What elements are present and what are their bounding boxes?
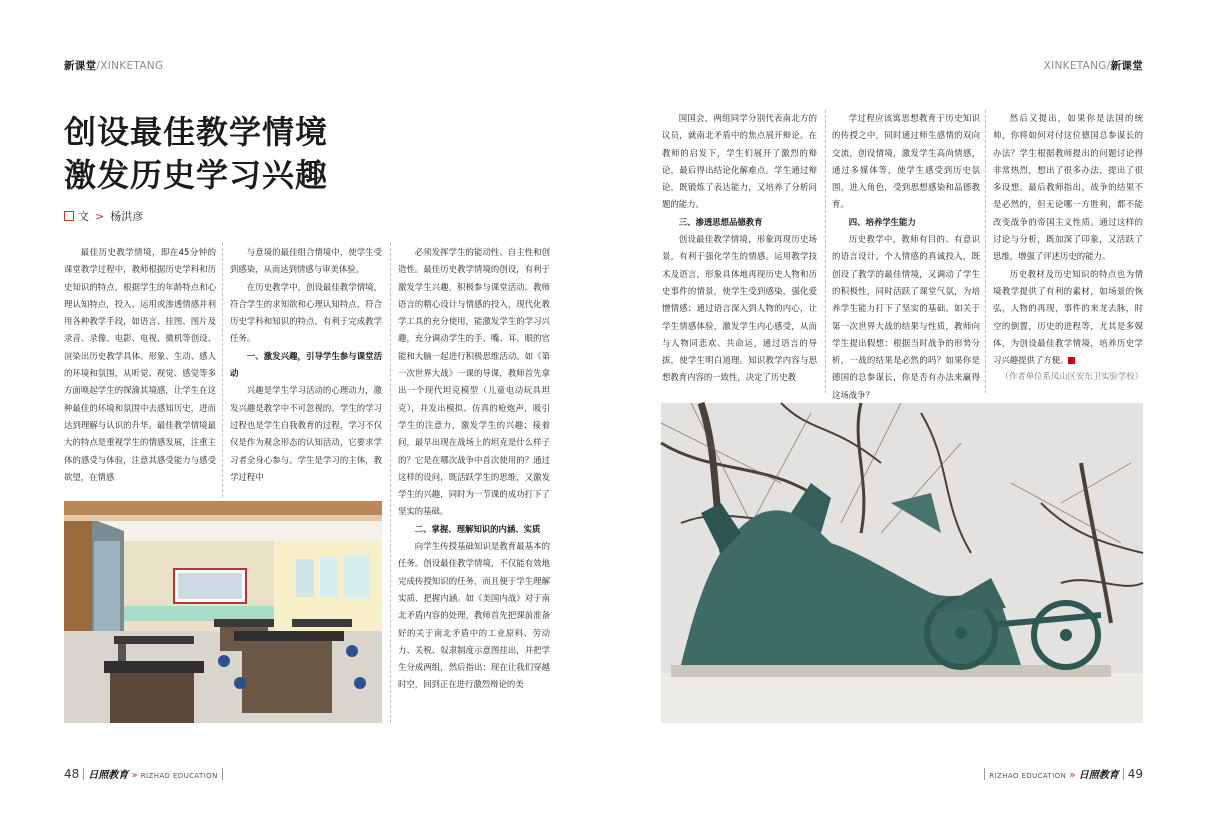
footer-left xyxy=(64,766,227,781)
author-affiliation: （作者单位系凤山区安东卫实验学校） xyxy=(1000,371,1143,381)
header-separator: / xyxy=(96,60,101,72)
paragraph: 最佳历史教学情境，即在45分钟的课堂教学过程中，教师根据历史学科和历史知识的特点，根据学生的年龄特点和心理认知特点，投入、运用或渗透情感并利用各种教学手段，如语言、挂图、图片及录音、录像、电影、电视、微机等创设、渲染出历史教学具体、形象、生动、感人的环境和氛围，从听觉、视觉、感觉等多方面唤起学生的探渝其境感，让学生在这种最佳的环境和氛围中去感知历史，进而达到理解与认识的升华。最佳教学情境最大的特点是重视学生的情感发展，注重主体的感受与体验，注意其感受能力与感受欲望，在情感 xyxy=(64,247,216,482)
column-divider xyxy=(985,110,986,393)
section-heading: 二、掌握、理解知识的内涵、实质 xyxy=(414,523,541,534)
chevron-icon: » xyxy=(1069,770,1076,781)
divider xyxy=(984,768,985,780)
column-name: 新课堂 xyxy=(64,60,97,72)
classroom-photo xyxy=(64,501,382,723)
square-icon xyxy=(64,211,74,221)
section-heading: 一、激发兴趣，引导学生参与课堂活动 xyxy=(230,350,382,379)
article-end-mark xyxy=(1068,357,1075,364)
paragraph: 然后又提出，如果你是法国的统帅，你将如何对付这位德国总参谋长的办法？学生根据教师提出的问题讨论得非常热烈，想出了很多办法，提出了很多设想。最后教师指出，战争的结果不是必然的，但无论哪一方胜利，都不能改变战争的帝国主义性质。通过这样的讨论与分析，既加深了印象，又活跃了思维，增强了评述历史的能力。 xyxy=(993,113,1143,262)
column-pinyin: XINKETANG xyxy=(1043,60,1107,72)
header-separator: / xyxy=(1106,60,1111,72)
column-pinyin: XINKETANG xyxy=(100,60,164,72)
running-header-left xyxy=(64,58,163,73)
byline-label: 文 xyxy=(78,210,89,223)
brand-logo: 日照教育 xyxy=(88,770,129,781)
divider xyxy=(222,768,223,780)
column-divider xyxy=(222,243,223,497)
text-column-4 xyxy=(662,110,817,392)
brand-logo: 日照教育 xyxy=(1078,770,1119,781)
author-name: 杨洪彦 xyxy=(110,210,144,223)
text-column-2 xyxy=(230,244,382,494)
page-number: 49 xyxy=(1127,767,1143,781)
paragraph: 必须发挥学生的能动性、自主性和创造性。最佳历史教学情境的创设，有利于激发学生兴趣，积极参与课堂活动。教师语言的精心设计与情感的投入，现代化教学工具的充分使用，能激发学生的学习兴趣，充分调动学生的手、嘴、耳、眼的官能和大脑一起进行积极思维活动。如《第一次世界大战》一课的导课，教师首先拿出一个现代坦克模型（儿童电动玩具坦克），并发出模拟、仿真的枪炮声，吸引学生的注意力，激发学生的兴趣；接着问，最早出现在战场上的坦克是什么样子的？它是在哪次战争中首次使用的？通过这样的设问，既活跃学生的思维，又激发学生的兴趣，同时为一节课的成功打下了坚实的基础。 xyxy=(398,247,550,517)
page-number: 48 xyxy=(64,767,80,781)
section-heading: 四、培养学生能力 xyxy=(848,216,916,227)
section-heading: 三、渗透思想品德教育 xyxy=(678,216,763,227)
text-column-6 xyxy=(993,110,1143,366)
cavalry-monument-photo xyxy=(661,403,1143,723)
footer-right xyxy=(980,766,1143,781)
paragraph: 在历史教学中，创设最佳教学情境，符合学生的求知欲和心理认知特点，符合历史学科和知识的特点，有利于完成教学任务。 xyxy=(230,281,382,344)
article-title-line-2: 激发历史学习兴趣 xyxy=(64,156,329,194)
divider xyxy=(83,768,84,780)
divider xyxy=(1123,768,1124,780)
byline-arrow: > xyxy=(95,210,105,223)
text-column-5 xyxy=(832,110,980,400)
paragraph: 创设最佳教学情境，形象再现历史场景，有利于强化学生的情感。运用教学技术及语言，形象具体地再现历史人物和历史事件的情景，使学生受到感染，强化爱憎情感；通过语言深入到人物的内心，让学生情感体验，激发学生内心感受，从而与人物同悲欢、共命运，通过语言的导拔，使学生明白道理。知识教学内容与思想教育内容的一致性，决定了历史教 xyxy=(662,234,817,383)
text-column-3 xyxy=(398,244,550,728)
chevron-icon: » xyxy=(131,770,138,781)
running-header-right xyxy=(1044,58,1143,73)
column-divider xyxy=(825,110,826,393)
byline xyxy=(64,208,143,224)
article-title-line-1: 创设最佳教学情境 xyxy=(64,113,329,151)
paragraph: 兴趣是学生学习活动的心理动力，激发兴趣是教学中不可忽视的。学生的学习过程也是学生自我教育的过程，学习不仅仅是作为观念形态的认知活动，它要求学习者全身心参与。学生是学习的主体，教学过程中 xyxy=(230,385,382,482)
paragraph: 与意境的最佳组合情境中，使学生受到感染，从而达到情感与审美体验。 xyxy=(230,247,382,275)
column-divider xyxy=(390,243,391,723)
paragraph: 向学生传授基础知识是教育最基本的任务。创设最佳教学情境，不仅能有效地完成传授知识的任务，而且便于学生理解实质、把握内涵。如《美国内战》对于南北矛盾内容的处理，教师首先把课前准备好的关于南北矛盾中的工业原料、劳动力、关税、奴隶制度示意图挂出，并把学生分成两组，然后指出：现在让我们穿越时空，回到正在进行激烈辩论的美 xyxy=(398,541,550,690)
paragraph: 学过程应该寓思想教育于历史知识的传授之中，同时通过师生感情的双向交流，创设情境，激发学生高尚情感，通过多媒体等，使学生感受到历史氛围，进入角色，受到思想感染和品德教育。 xyxy=(832,113,980,210)
paragraph: 历史教材及历史知识的特点也为情境教学提供了有利的素材，如场景的恢弘，人物的再现，事件的来龙去脉，时空的倒置，历史的进程等，尤其是多媒体，为创设最佳教学情境，培养历史学习兴趣提供了方便。 xyxy=(993,268,1143,366)
column-name: 新课堂 xyxy=(1110,60,1143,72)
text-column-1 xyxy=(64,244,216,494)
paragraph: 历史教学中，教师有目的、有意识的语言设计，个人情感的真诚投入，既创设了教学的最佳情境，又调动了学生的积极性，同时活跃了课堂气氛，为培养学生能力打下了坚实的基础。如关于第一次世界大战的结果与性质，教师向学生提出假想：根据当时战争的形势分析，一战的结果是必然的吗？如果你是德国的总参谋长，你是否有办法来赢得这场战争？ xyxy=(832,234,980,400)
brand-english: RIZHAO EDUCATION xyxy=(989,772,1067,780)
brand-english: RIZHAO EDUCATION xyxy=(140,772,218,780)
paragraph: 国国会，两组同学分别代表南北方的议员，就南北矛盾中的焦点展开辩论。在教师的启发下，学生们展开了激烈的辩论，最后得出结论化解难点。学生通过辩论，既锻炼了表达能力，又培养了分析问题的能力。 xyxy=(662,113,817,210)
